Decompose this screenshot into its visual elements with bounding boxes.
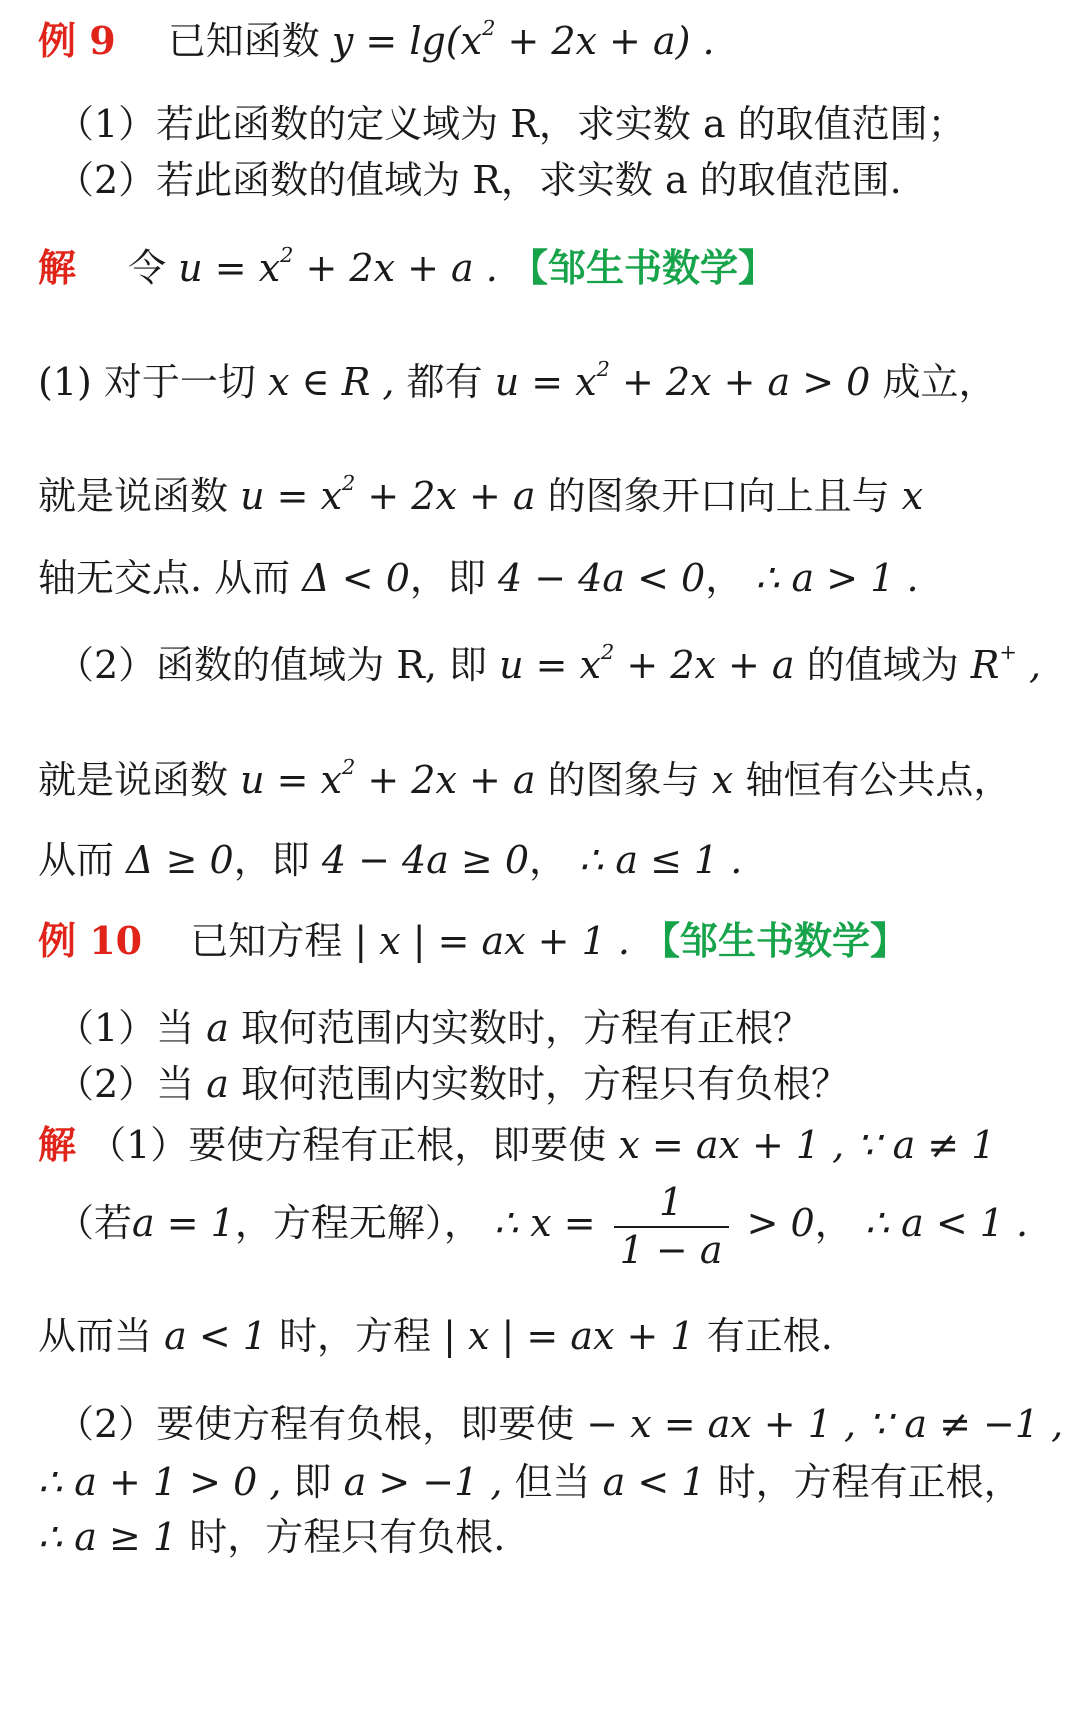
p2-text-g: ，即 — [233, 838, 310, 882]
p2-text-c: 就是说函数 — [38, 758, 229, 802]
p1-text-c: 成立， — [882, 360, 997, 404]
solution-10-label: 解 — [38, 1122, 77, 1167]
solution-10-line1 — [38, 1122, 1080, 1169]
example-10-label: 例 10 — [38, 918, 143, 963]
part1-line3 — [38, 556, 1080, 602]
q10-1-text-b: 取何范围内实数时，方程有正根？ — [241, 1006, 812, 1050]
p1-math-b: $u = x^2 + 2x + a > 0$ — [494, 357, 871, 404]
s2-math-b: ∴ a + 1 > 0 , — [38, 1460, 282, 1504]
s2-math-a: − x = ax + 1 , ∵ a ≠ −1 , — [586, 1402, 1064, 1446]
p1-text-g: ，即 — [409, 556, 486, 600]
p1-math-c: $u = x^2 + 2x + a$ — [240, 471, 536, 518]
s2-text-e: 时，方程只有负根. — [189, 1515, 506, 1559]
solution-10-line4 — [56, 1402, 1080, 1448]
equation-formula: | x | = ax + 1 . — [354, 919, 630, 963]
watermark-tag-2: 【邹生书数学】 — [642, 918, 909, 963]
let-text: 令 — [128, 246, 167, 290]
s1-math-c: ∴ x = — [493, 1201, 596, 1246]
s2-math-c: a > −1 , — [343, 1460, 503, 1504]
s2-math-d: a < 1 — [602, 1460, 706, 1504]
u-definition: $u = x^2 + 2x + a$ . — [178, 243, 498, 290]
s1-math-a: x = ax + 1 , ∵ a ≠ 1 — [618, 1123, 996, 1167]
s2-text-d: 时，方程有正根， — [717, 1460, 1022, 1504]
p2-text-a: （2）函数的值域为 R, 即 — [56, 643, 488, 687]
s1-text-f: 时，方程 — [279, 1314, 432, 1358]
p2-text-b: 的值域为 — [806, 643, 959, 687]
s1-text-e: 从而当 — [38, 1314, 153, 1358]
question-10-2 — [56, 1062, 1080, 1108]
p1-math-d: Δ < 0 — [302, 556, 410, 600]
q10-1-text-a: （1）当 — [56, 1006, 195, 1050]
watermark-tag-1: 【邹生书数学】 — [509, 245, 776, 290]
p2-text-d: 的图象与 — [547, 758, 700, 802]
p1-text-f: 轴无交点. 从而 — [38, 556, 291, 600]
s1-text-g: 有正根. — [706, 1314, 833, 1358]
solution-9-intro — [38, 245, 1080, 292]
p2-math-x: x — [711, 758, 734, 802]
p2-math-a: $u = x^2 + 2x + a$ — [499, 640, 795, 687]
part2-line1 — [56, 640, 1080, 689]
fraction-numerator: 1 — [659, 1180, 684, 1224]
solution-10-line5 — [38, 1460, 1080, 1506]
example-9-intro: 已知函数 — [167, 19, 332, 63]
q10-1-a: a — [206, 1006, 229, 1050]
p2-text-f: 从而 — [38, 838, 115, 882]
p1-math-x: x — [901, 474, 924, 518]
solution-10-line2 — [56, 1180, 1080, 1273]
part2-line3 — [38, 838, 1080, 884]
example-10-intro: 已知方程 — [190, 919, 343, 963]
example-10-title — [38, 918, 1080, 965]
solution-10-line6 — [38, 1515, 1080, 1561]
fraction — [614, 1180, 729, 1273]
s1-math-b: a = 1 — [132, 1201, 235, 1246]
p1-text-a: (1) 对于一切 — [38, 360, 256, 404]
s1-math-d: > 0 — [746, 1201, 815, 1246]
s1-math-e: ∴ a < 1 . — [864, 1201, 1029, 1246]
s1-text-c: ，方程无解）， — [234, 1201, 482, 1246]
s1-text-a: （1）要使方程有正根，即要使 — [88, 1123, 607, 1167]
solution-10-line3 — [38, 1314, 1080, 1360]
p2-math-f: ∴ a ≤ 1 . — [579, 838, 743, 882]
p1-math-f: ∴ a > 1 . — [755, 556, 919, 600]
s2-math-e: ∴ a ≥ 1 — [38, 1515, 178, 1559]
p2-text-h: ， — [529, 838, 568, 882]
p2-math-d: Δ ≥ 0 — [126, 838, 234, 882]
p2-math-b: R+ , — [970, 640, 1042, 687]
s1-math-g: | x | = ax + 1 — [443, 1314, 695, 1358]
s2-text-a: （2）要使方程有负根，即要使 — [56, 1402, 575, 1446]
fraction-denominator: 1 − a — [614, 1226, 729, 1274]
q10-2-text-a: （2）当 — [56, 1062, 195, 1106]
s2-text-c: 但当 — [514, 1460, 591, 1504]
question-9-2: （2）若此函数的值域为 R，求实数 a 的取值范围. — [56, 158, 902, 202]
p2-text-e: 轴恒有公共点， — [745, 758, 1012, 802]
p2-math-c: $u = x^2 + 2x + a$ — [240, 755, 536, 802]
p1-text-d: 就是说函数 — [38, 474, 229, 518]
question-9-1: （1）若此函数的定义域为 R，求实数 a 的取值范围； — [56, 102, 966, 146]
part2-line2 — [38, 755, 1080, 804]
s1-text-d: ， — [814, 1201, 853, 1246]
q10-2-a: a — [206, 1062, 229, 1106]
p2-math-e: 4 − 4a ≥ 0 — [321, 838, 530, 882]
p1-math-a: x ∈ R , — [268, 360, 395, 404]
example-9-title — [38, 18, 1080, 65]
question-10-1 — [56, 1006, 1080, 1052]
s1-text-b: （若 — [56, 1201, 133, 1246]
p1-text-h: ， — [705, 556, 744, 600]
s2-text-b: 即 — [293, 1460, 332, 1504]
s1-math-f: a < 1 — [164, 1314, 267, 1358]
q10-2-text-b: 取何范围内实数时，方程只有负根？ — [241, 1062, 850, 1106]
p1-text-e: 的图象开口向上且与 — [547, 474, 890, 518]
part1-line1 — [38, 357, 1080, 406]
p1-text-b: 都有 — [406, 360, 483, 404]
function-formula: $y = \lg(x^2 + 2x + a)$ . — [331, 16, 715, 63]
part1-line2 — [38, 471, 1080, 520]
p1-math-e: 4 − 4a < 0 — [498, 556, 706, 600]
example-9-label: 例 9 — [38, 18, 116, 63]
solution-9-label: 解 — [38, 245, 77, 290]
